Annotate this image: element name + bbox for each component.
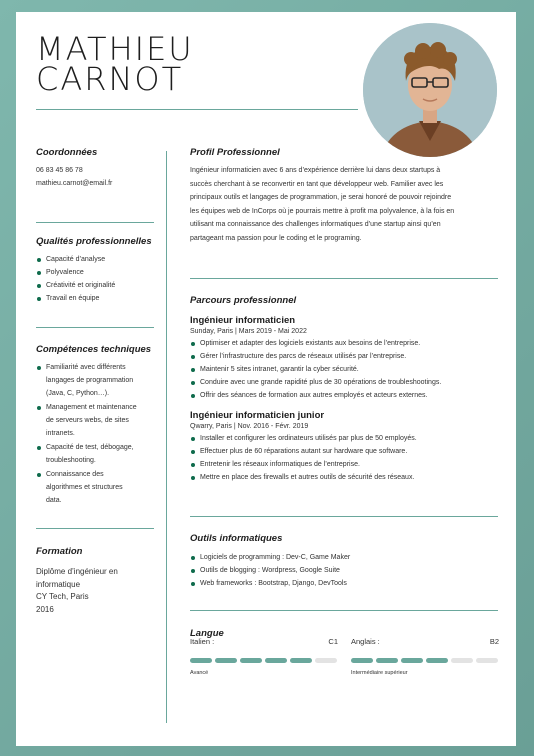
- profile-line: Ingénieur informaticien avec 6 ans d’expérience derrière lui dans deux startups à: [190, 167, 441, 174]
- bullet-text-line: Offrir des séances de formation aux autres employés et acteurs externes.: [200, 392, 428, 399]
- bullet-dot: [37, 446, 41, 450]
- bullet-text-line: Gérer l’infrastructure des parcs de réseaux utilisés par l’entreprise.: [200, 353, 407, 360]
- bullet-text-line: Web frameworks : Bootstrap, Django, DevTools: [200, 580, 347, 587]
- contact-section: [36, 147, 112, 190]
- education-line: CY Tech, Paris: [36, 592, 89, 601]
- level-segment: [190, 658, 212, 663]
- language-caption: Avancé: [190, 670, 209, 676]
- quality-item: [36, 279, 156, 292]
- bullet-text-line: Entretenir les réseaux informatiques de l’entreprise.: [200, 461, 360, 468]
- bullet-text-line: Optimiser et adapter des logiciels existants aux besoins de l’entreprise.: [200, 340, 421, 347]
- bullet-dot: [191, 437, 195, 441]
- section-divider: [36, 327, 154, 328]
- skills-title: Compétences techniques: [36, 344, 152, 355]
- bullet-text-line: Capacité de test, débogage,: [46, 444, 134, 451]
- profile-line: principaux outils et langages de programmation, je serai honoré de pouvoir rejoindre: [190, 194, 452, 201]
- job-title: Ingénieur informaticien junior: [190, 410, 325, 421]
- quality-item: [36, 292, 156, 305]
- skill-item: [36, 468, 156, 507]
- skills-section: [36, 344, 156, 508]
- bullet-text-line: Créativité et originalité: [46, 282, 116, 289]
- bullet-dot: [191, 381, 195, 385]
- job-task: [190, 389, 498, 402]
- section-divider: [36, 528, 154, 529]
- job-task: [190, 445, 498, 458]
- bullet-text-line: Travail en équipe: [46, 295, 100, 302]
- education-line: informatique: [36, 579, 81, 589]
- job-task: [190, 337, 498, 350]
- bullet-dot: [37, 297, 41, 301]
- job-meta: Sunday, Paris | Mars 2019 - Mai 2022: [190, 328, 307, 335]
- job-task: [190, 363, 498, 376]
- last-name: CARNOT: [36, 60, 184, 98]
- language-level: C1: [328, 637, 338, 646]
- tool-item: [190, 551, 498, 564]
- bullet-text-line: de serveurs webs, de sites: [46, 417, 129, 424]
- level-segment: [240, 658, 262, 663]
- bullet-dot: [37, 271, 41, 275]
- bullet-text-line: Familiarité avec différents: [46, 364, 126, 371]
- job-entry: [190, 410, 498, 484]
- tools-list: [190, 551, 498, 590]
- bullet-dot: [37, 366, 41, 370]
- bullet-dot: [191, 569, 195, 573]
- column-divider: [166, 151, 167, 723]
- education-details: [36, 566, 156, 616]
- education-title: Formation: [36, 546, 83, 557]
- bullet-text-line: Installer et configurer les ordinateurs utilisés par plus de 50 employés.: [200, 435, 417, 442]
- resume-page: [16, 12, 516, 746]
- contact-title: Coordonnées: [36, 147, 98, 158]
- bullet-text-line: Mettre en place des firewalls et autres outils de sécurité des réseaux.: [200, 474, 415, 481]
- education-section: [36, 546, 156, 616]
- profile-line: partageant ma passion pour le coding et le programing.: [190, 234, 362, 242]
- bullet-dot: [191, 394, 195, 398]
- bullet-dot: [191, 342, 195, 346]
- job-task: [190, 432, 498, 445]
- bullet-dot: [191, 476, 195, 480]
- skills-list: [36, 361, 156, 507]
- job-task: [190, 350, 498, 363]
- bullet-dot: [37, 406, 41, 410]
- tool-item: [190, 577, 498, 590]
- bullet-text-line: Connaissance des: [46, 471, 104, 478]
- bullet-text-line: Management et maintenance: [46, 404, 137, 411]
- level-segment: [290, 658, 312, 663]
- profile-title: Profil Professionnel: [190, 147, 280, 158]
- name-divider: [36, 109, 358, 110]
- qualities-title: Qualités professionnelles: [36, 236, 152, 247]
- bullet-dot: [191, 556, 195, 560]
- section-divider: [190, 516, 498, 517]
- job-meta: Qwarry, Paris | Nov. 2016 - Févr. 2019: [190, 423, 309, 430]
- bullet-text-line: troubleshooting.: [46, 457, 96, 464]
- profile-line: les équipes web de InCorps où je pourrais mettre à profit ma polyvalence, à la fois en: [190, 207, 455, 215]
- level-segment: [215, 658, 237, 663]
- qualities-list: [36, 253, 156, 305]
- bullet-dot: [37, 258, 41, 262]
- bullet-text-line: Effectuer plus de 60 réparations autant sur hardware que software.: [200, 448, 408, 455]
- level-segment: [265, 658, 287, 663]
- skill-item: [36, 361, 156, 400]
- education-line: 2016: [36, 604, 54, 614]
- bullet-text-line: intranets.: [46, 430, 75, 437]
- bullet-text-line: Outils de blogging : Wordpress, Google Suite: [200, 567, 340, 574]
- tool-item: [190, 564, 498, 577]
- section-divider: [190, 278, 498, 279]
- tools-section: [190, 533, 498, 590]
- level-segment: [426, 658, 448, 663]
- email-address: mathieu.carnot@email.fr: [36, 180, 113, 187]
- bullet-text-line: algorithmes et structures: [46, 484, 123, 491]
- job-title: Ingénieur informaticien: [190, 315, 296, 326]
- language-name: Anglais :: [351, 637, 380, 646]
- bullet-dot: [191, 582, 195, 586]
- level-segment: [451, 658, 473, 663]
- bullet-text-line: Capacité d’analyse: [46, 256, 106, 263]
- bullet-dot: [191, 355, 195, 359]
- bullet-text-line: data.: [46, 497, 62, 504]
- profile-section: [190, 147, 498, 245]
- level-segment: [376, 658, 398, 663]
- profile-line: succès cherchant à se reconvertir en tant que développeur web. Familier avec les: [190, 180, 444, 188]
- job-tasks: [190, 432, 498, 484]
- bullet-dot: [191, 450, 195, 454]
- job-task: [190, 471, 498, 484]
- experience-section: [190, 295, 498, 484]
- job-list: [190, 315, 498, 484]
- job-entry: [190, 315, 498, 402]
- qualities-section: [36, 236, 156, 305]
- phone-number: 06 83 45 86 78: [36, 167, 83, 174]
- job-task: [190, 376, 498, 389]
- quality-item: [36, 266, 156, 279]
- level-segment: [351, 658, 373, 663]
- education-line: Diplôme d’ingénieur en: [36, 567, 118, 576]
- bullet-text-line: Polyvalence: [46, 269, 84, 276]
- language-caption: Intermédiaire supérieur: [351, 670, 408, 676]
- tools-title: Outils informatiques: [190, 533, 283, 544]
- experience-title: Parcours professionnel: [190, 295, 297, 306]
- section-divider: [190, 610, 498, 611]
- bullet-text-line: Conduire avec une grande rapidité plus de 30 opérations de troubleshootings.: [200, 379, 442, 386]
- first-name: MATHIEU: [36, 30, 194, 68]
- profile-text: [190, 164, 498, 245]
- bullet-dot: [37, 473, 41, 477]
- skill-item: [36, 401, 156, 440]
- level-segment: [401, 658, 423, 663]
- languages-title: Langue: [190, 628, 224, 639]
- bullet-dot: [37, 284, 41, 288]
- quality-item: [36, 253, 156, 266]
- bullet-text-line: langages de programmation: [46, 377, 134, 384]
- bullet-text-line: Maintenir 5 sites intranet, garantir la cyber sécurité.: [200, 366, 359, 373]
- language-name: Italien :: [190, 637, 215, 646]
- profile-photo: [363, 23, 497, 157]
- section-divider: [36, 222, 154, 223]
- language-level: B2: [489, 637, 499, 646]
- level-segment: [476, 658, 498, 663]
- candidate-name: [36, 30, 194, 98]
- bullet-dot: [191, 368, 195, 372]
- bullet-dot: [191, 463, 195, 467]
- skill-item: [36, 441, 156, 467]
- job-task: [190, 458, 498, 471]
- bullet-text-line: Logiciels de programming : Dev-C, Game Maker: [200, 554, 351, 561]
- bullet-text-line: (Java, C, Python…).: [46, 390, 110, 397]
- language-level-bar: [190, 658, 337, 663]
- level-segment: [315, 658, 337, 663]
- profile-line: utilisant ma connaissance des challenges informatiques d’une startup ainsi qu’en: [190, 221, 441, 228]
- language-level-bar: [351, 658, 498, 663]
- job-tasks: [190, 337, 498, 402]
